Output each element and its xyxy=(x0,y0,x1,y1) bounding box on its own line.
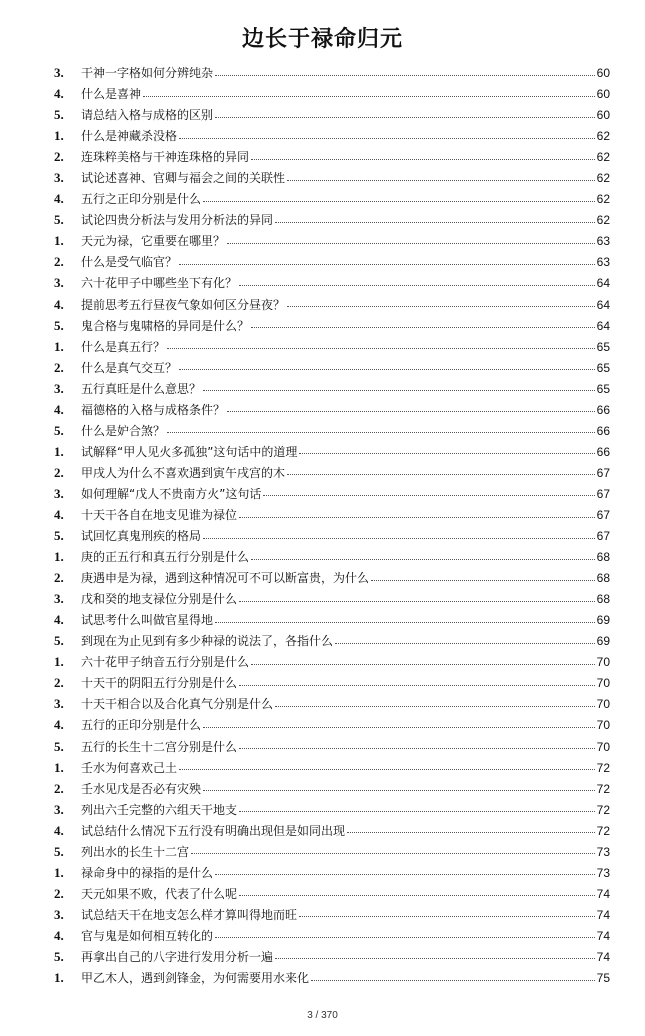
toc-entry-number: 3. xyxy=(54,485,64,501)
toc-entry-page: 68 xyxy=(596,571,610,586)
toc-entry-page: 62 xyxy=(596,192,610,207)
toc-dot-leader xyxy=(311,971,595,981)
toc-entry-page: 70 xyxy=(596,697,610,712)
toc-entry[interactable] xyxy=(54,651,610,672)
toc-entry-title: 请总结入格与成格的区别 xyxy=(81,108,214,123)
toc-dot-leader xyxy=(287,297,595,307)
toc-entry-number: 4. xyxy=(54,506,64,522)
toc-dot-leader xyxy=(287,171,595,181)
toc-entry-page: 73 xyxy=(596,844,610,859)
toc-entry-title: 天元为禄，它重要在哪里？ xyxy=(81,234,226,249)
toc-dot-leader xyxy=(251,150,595,160)
toc-entry-page: 72 xyxy=(596,802,610,817)
toc-entry-title: 五行的正印分别是什么 xyxy=(81,718,202,733)
toc-entry[interactable] xyxy=(54,188,610,209)
toc-entry-page: 60 xyxy=(596,108,610,123)
toc-entry-title: 提前思考五行昼夜气象如何区分昼夜？ xyxy=(81,297,286,312)
toc-dot-leader xyxy=(347,823,595,833)
toc-entry-page: 64 xyxy=(596,276,610,291)
toc-entry-title: 试总结什么情况下五行没有明确出现但是如同出现 xyxy=(81,823,346,838)
toc-dot-leader xyxy=(299,907,595,917)
toc-dot-leader xyxy=(251,655,595,665)
toc-entry[interactable] xyxy=(54,841,610,862)
toc-entry-page: 67 xyxy=(596,529,610,544)
toc-entry-number: 4. xyxy=(54,717,64,733)
toc-entry-title: 试解释“甲人见火多孤独”这句话中的道理 xyxy=(81,444,298,459)
toc-entry-title: 十天干相合以及合化真气分别是什么 xyxy=(81,697,274,712)
toc-entry[interactable] xyxy=(54,251,610,272)
toc-dot-leader xyxy=(227,234,595,244)
toc-entry-number: 1. xyxy=(54,654,64,670)
toc-dot-leader xyxy=(251,550,595,560)
toc-entry-number: 5. xyxy=(54,738,64,754)
toc-entry-page: 68 xyxy=(596,592,610,607)
toc-entry-page: 63 xyxy=(596,255,610,270)
toc-entry-page: 65 xyxy=(596,381,610,396)
toc-entry-number: 3. xyxy=(54,591,64,607)
toc-entry-number: 1. xyxy=(54,549,64,565)
toc-entry[interactable] xyxy=(54,693,610,714)
toc-entry[interactable] xyxy=(54,567,610,588)
toc-entry-number: 2. xyxy=(54,675,64,691)
toc-dot-leader xyxy=(275,949,595,959)
toc-entry-number: 2. xyxy=(54,149,64,165)
toc-entry-title: 甲戌人为什么不喜欢遇到寅午戌宫的木 xyxy=(81,465,286,480)
toc-entry-title: 什么是神藏杀没格 xyxy=(81,129,178,144)
toc-entry-title: 如何理解“戊人不贵南方火”这句话 xyxy=(81,486,262,501)
toc-entry-title: 戊和癸的地支禄位分别是什么 xyxy=(81,592,238,607)
toc-entry[interactable] xyxy=(54,167,610,188)
toc-dot-leader xyxy=(371,571,595,581)
toc-entry-page: 70 xyxy=(596,676,610,691)
table-of-contents xyxy=(54,62,610,988)
toc-entry-title: 干神一字格如何分辨纯杂 xyxy=(81,66,214,80)
toc-entry-title: 十天干各自在地支见谁为禄位 xyxy=(81,507,238,522)
toc-entry-number: 1. xyxy=(54,759,64,775)
toc-dot-leader xyxy=(239,508,595,518)
toc-entry-page: 67 xyxy=(596,486,610,501)
toc-entry-page: 70 xyxy=(596,655,610,670)
toc-entry[interactable] xyxy=(54,925,610,946)
toc-entry-page: 74 xyxy=(596,907,610,922)
toc-dot-leader xyxy=(239,276,595,286)
page-number: 3 / 370 xyxy=(307,1010,338,1021)
toc-entry-title: 天元如果不败，代表了什么呢 xyxy=(81,886,238,901)
toc-dot-leader xyxy=(239,802,595,812)
toc-entry[interactable] xyxy=(54,967,610,988)
toc-entry-page: 70 xyxy=(596,739,610,754)
toc-entry-number: 3. xyxy=(54,275,64,291)
toc-entry-number: 4. xyxy=(54,401,64,417)
toc-entry[interactable] xyxy=(54,757,610,778)
toc-entry-page: 63 xyxy=(596,234,610,249)
toc-entry[interactable] xyxy=(54,272,610,293)
toc-entry-number: 4. xyxy=(54,86,64,102)
toc-entry[interactable] xyxy=(54,462,610,483)
toc-entry[interactable] xyxy=(54,315,610,336)
toc-entry-number: 2. xyxy=(54,464,64,480)
toc-entry[interactable] xyxy=(54,294,610,315)
toc-entry-number: 3. xyxy=(54,906,64,922)
toc-dot-leader xyxy=(167,423,595,433)
toc-entry-title: 试总结天干在地支怎么样才算叫得地而旺 xyxy=(81,907,298,922)
toc-entry[interactable] xyxy=(54,146,610,167)
toc-entry-number: 1. xyxy=(54,443,64,459)
toc-dot-leader xyxy=(287,465,595,475)
toc-entry[interactable] xyxy=(54,904,610,925)
toc-dot-leader xyxy=(179,760,595,770)
toc-entry[interactable] xyxy=(54,714,610,735)
toc-dot-leader xyxy=(263,486,594,496)
toc-entry-title: 试论述喜神、官卿与福会之间的关联性 xyxy=(81,171,286,186)
toc-dot-leader xyxy=(203,192,595,202)
toc-entry-number: 4. xyxy=(54,191,64,207)
toc-dot-leader xyxy=(215,928,595,938)
toc-entry-page: 64 xyxy=(596,318,610,333)
toc-dot-leader xyxy=(203,718,595,728)
toc-entry[interactable] xyxy=(54,525,610,546)
toc-entry[interactable] xyxy=(54,609,610,630)
toc-entry-page: 72 xyxy=(596,823,610,838)
toc-entry[interactable] xyxy=(54,420,610,441)
toc-entry[interactable] xyxy=(54,799,610,820)
toc-entry[interactable] xyxy=(54,230,610,251)
toc-dot-leader xyxy=(203,781,595,791)
toc-entry-page: 75 xyxy=(596,971,610,986)
toc-entry[interactable] xyxy=(54,483,610,504)
toc-entry-number: 3. xyxy=(54,696,64,712)
toc-dot-leader xyxy=(203,381,595,391)
toc-entry[interactable] xyxy=(54,630,610,651)
toc-entry-title: 鬼合格与鬼啸格的异同是什么？ xyxy=(81,318,250,333)
toc-entry-page: 70 xyxy=(596,718,610,733)
toc-entry-page: 66 xyxy=(596,444,610,459)
toc-dot-leader xyxy=(203,529,595,539)
toc-entry-page: 72 xyxy=(596,760,610,775)
toc-entry-page: 65 xyxy=(596,339,610,354)
toc-entry-title: 六十花甲子中哪些坐下有化？ xyxy=(81,276,238,291)
toc-dot-leader xyxy=(335,634,595,644)
toc-entry-page: 67 xyxy=(596,507,610,522)
toc-entry[interactable] xyxy=(54,441,610,462)
toc-entry-number: 1. xyxy=(54,338,64,354)
toc-entry[interactable] xyxy=(54,125,610,146)
toc-entry-title: 试回忆真鬼刑疾的格局 xyxy=(81,529,202,544)
page-title: 边长于禄命归元 xyxy=(241,27,403,52)
toc-entry-page: 74 xyxy=(596,928,610,943)
toc-entry-page: 62 xyxy=(596,213,610,228)
toc-entry-title: 五行真旺是什么意思？ xyxy=(81,381,202,396)
toc-entry-title: 再拿出自己的八字进行发用分析一遍 xyxy=(81,949,274,964)
toc-entry-page: 73 xyxy=(596,865,610,880)
toc-entry-title: 禄命身中的禄指的是什么 xyxy=(81,865,214,880)
toc-entry-page: 62 xyxy=(596,129,610,144)
toc-entry[interactable] xyxy=(54,104,610,125)
toc-entry-number: 2. xyxy=(54,780,64,796)
toc-entry-title: 试论四贵分析法与发用分析法的异同 xyxy=(81,213,274,228)
toc-entry-number: 5. xyxy=(54,633,64,649)
toc-dot-leader xyxy=(275,213,595,223)
toc-dot-leader xyxy=(215,865,595,875)
toc-entry-title: 什么是妒合煞？ xyxy=(81,423,166,438)
toc-dot-leader xyxy=(239,592,595,602)
toc-dot-leader xyxy=(239,886,595,896)
toc-entry-title: 壬水见戊是否必有灾殃 xyxy=(81,781,202,796)
toc-entry[interactable] xyxy=(54,83,610,104)
toc-entry[interactable] xyxy=(54,336,610,357)
toc-entry-title: 列出六壬完整的六组天干地支 xyxy=(81,802,238,817)
toc-dot-leader xyxy=(215,613,595,623)
toc-entry-title: 福德格的入格与成格条件？ xyxy=(81,402,226,417)
toc-entry-number: 5. xyxy=(54,317,64,333)
toc-entry-title: 列出水的长生十二宫 xyxy=(81,844,190,859)
toc-dot-leader xyxy=(215,108,595,118)
toc-entry-number: 2. xyxy=(54,570,64,586)
toc-entry[interactable] xyxy=(54,946,610,967)
toc-entry-number: 1. xyxy=(54,128,64,144)
toc-entry[interactable] xyxy=(54,399,610,420)
toc-dot-leader xyxy=(143,87,595,97)
toc-entry[interactable] xyxy=(54,820,610,841)
toc-entry-number: 1. xyxy=(54,970,64,986)
toc-entry[interactable] xyxy=(54,378,610,399)
toc-entry-number: 5. xyxy=(54,107,64,123)
toc-dot-leader xyxy=(239,676,595,686)
toc-entry-title: 什么是喜神 xyxy=(81,87,142,102)
toc-entry[interactable] xyxy=(54,862,610,883)
toc-entry-page: 74 xyxy=(596,949,610,964)
toc-entry-page: 60 xyxy=(596,87,610,102)
toc-entry[interactable] xyxy=(54,736,610,757)
toc-entry-page: 60 xyxy=(596,66,610,80)
toc-entry-title: 连珠粹美格与干神连珠格的异同 xyxy=(81,150,250,165)
toc-entry-title: 甲乙木人，遇到剑锋金，为何需要用水来化 xyxy=(81,971,310,986)
toc-entry-number: 3. xyxy=(54,380,64,396)
toc-entry-title: 五行的长生十二宫分别是什么 xyxy=(81,739,238,754)
toc-entry-page: 62 xyxy=(596,150,610,165)
toc-entry[interactable] xyxy=(54,672,610,693)
toc-entry-number: 2. xyxy=(54,885,64,901)
toc-entry-number: 3. xyxy=(54,65,64,80)
toc-entry-number: 5. xyxy=(54,528,64,544)
toc-entry-title: 什么是真气交互？ xyxy=(81,360,178,375)
toc-entry[interactable] xyxy=(54,546,610,567)
toc-dot-leader xyxy=(251,318,595,328)
toc-entry-title: 壬水为何喜欢己土 xyxy=(81,760,178,775)
toc-entry-page: 67 xyxy=(596,465,610,480)
toc-entry-page: 64 xyxy=(596,297,610,312)
toc-entry[interactable] xyxy=(54,588,610,609)
toc-dot-leader xyxy=(167,339,595,349)
toc-entry-title: 官与鬼是如何相互转化的 xyxy=(81,928,214,943)
toc-entry-number: 3. xyxy=(54,801,64,817)
toc-entry-title: 庚遇申是为禄，遇到这种情况可不可以断富贵，为什么 xyxy=(81,571,370,586)
toc-dot-leader xyxy=(179,129,595,139)
toc-entry-title: 六十花甲子纳音五行分别是什么 xyxy=(81,655,250,670)
toc-entry-number: 1. xyxy=(54,864,64,880)
toc-entry-page: 74 xyxy=(596,886,610,901)
toc-entry[interactable] xyxy=(54,357,610,378)
toc-dot-leader xyxy=(227,402,595,412)
toc-dot-leader xyxy=(239,739,595,749)
toc-entry-title: 试思考什么叫做官星得地 xyxy=(81,613,214,628)
toc-dot-leader xyxy=(275,697,595,707)
toc-entry-number: 4. xyxy=(54,612,64,628)
toc-entry-number: 2. xyxy=(54,254,64,270)
toc-entry[interactable] xyxy=(54,62,610,83)
toc-dot-leader xyxy=(179,360,595,370)
toc-entry-title: 十天干的阴阳五行分别是什么 xyxy=(81,676,238,691)
toc-entry-page: 68 xyxy=(596,550,610,565)
toc-entry-title: 庚的正五行和真五行分别是什么 xyxy=(81,550,250,565)
toc-entry-number: 2. xyxy=(54,359,64,375)
toc-entry[interactable] xyxy=(54,504,610,525)
toc-entry-number: 4. xyxy=(54,822,64,838)
toc-entry-title: 五行之正印分别是什么 xyxy=(81,192,202,207)
toc-entry-number: 5. xyxy=(54,422,64,438)
toc-entry-title: 到现在为止见到有多少种禄的说法了，各指什么 xyxy=(81,634,334,649)
toc-entry-number: 5. xyxy=(54,948,64,964)
toc-entry-page: 65 xyxy=(596,360,610,375)
toc-entry-page: 62 xyxy=(596,171,610,186)
toc-entry-title: 什么是受气临官？ xyxy=(81,255,178,270)
toc-dot-leader xyxy=(191,844,595,854)
toc-entry-number: 4. xyxy=(54,927,64,943)
toc-entry-page: 69 xyxy=(596,634,610,649)
toc-entry[interactable] xyxy=(54,209,610,230)
toc-entry-title: 什么是真五行？ xyxy=(81,339,166,354)
toc-entry-page: 66 xyxy=(596,402,610,417)
toc-entry-page: 66 xyxy=(596,423,610,438)
toc-entry-number: 5. xyxy=(54,843,64,859)
toc-entry-page: 69 xyxy=(596,613,610,628)
toc-entry-number: 1. xyxy=(54,233,64,249)
toc-dot-leader xyxy=(179,255,595,265)
toc-dot-leader xyxy=(299,444,594,454)
toc-entry-page: 72 xyxy=(596,781,610,796)
toc-entry[interactable] xyxy=(54,778,610,799)
toc-dot-leader xyxy=(215,66,595,76)
toc-entry-number: 5. xyxy=(54,212,64,228)
toc-entry[interactable] xyxy=(54,883,610,904)
toc-entry-number: 4. xyxy=(54,296,64,312)
toc-entry-number: 3. xyxy=(54,170,64,186)
